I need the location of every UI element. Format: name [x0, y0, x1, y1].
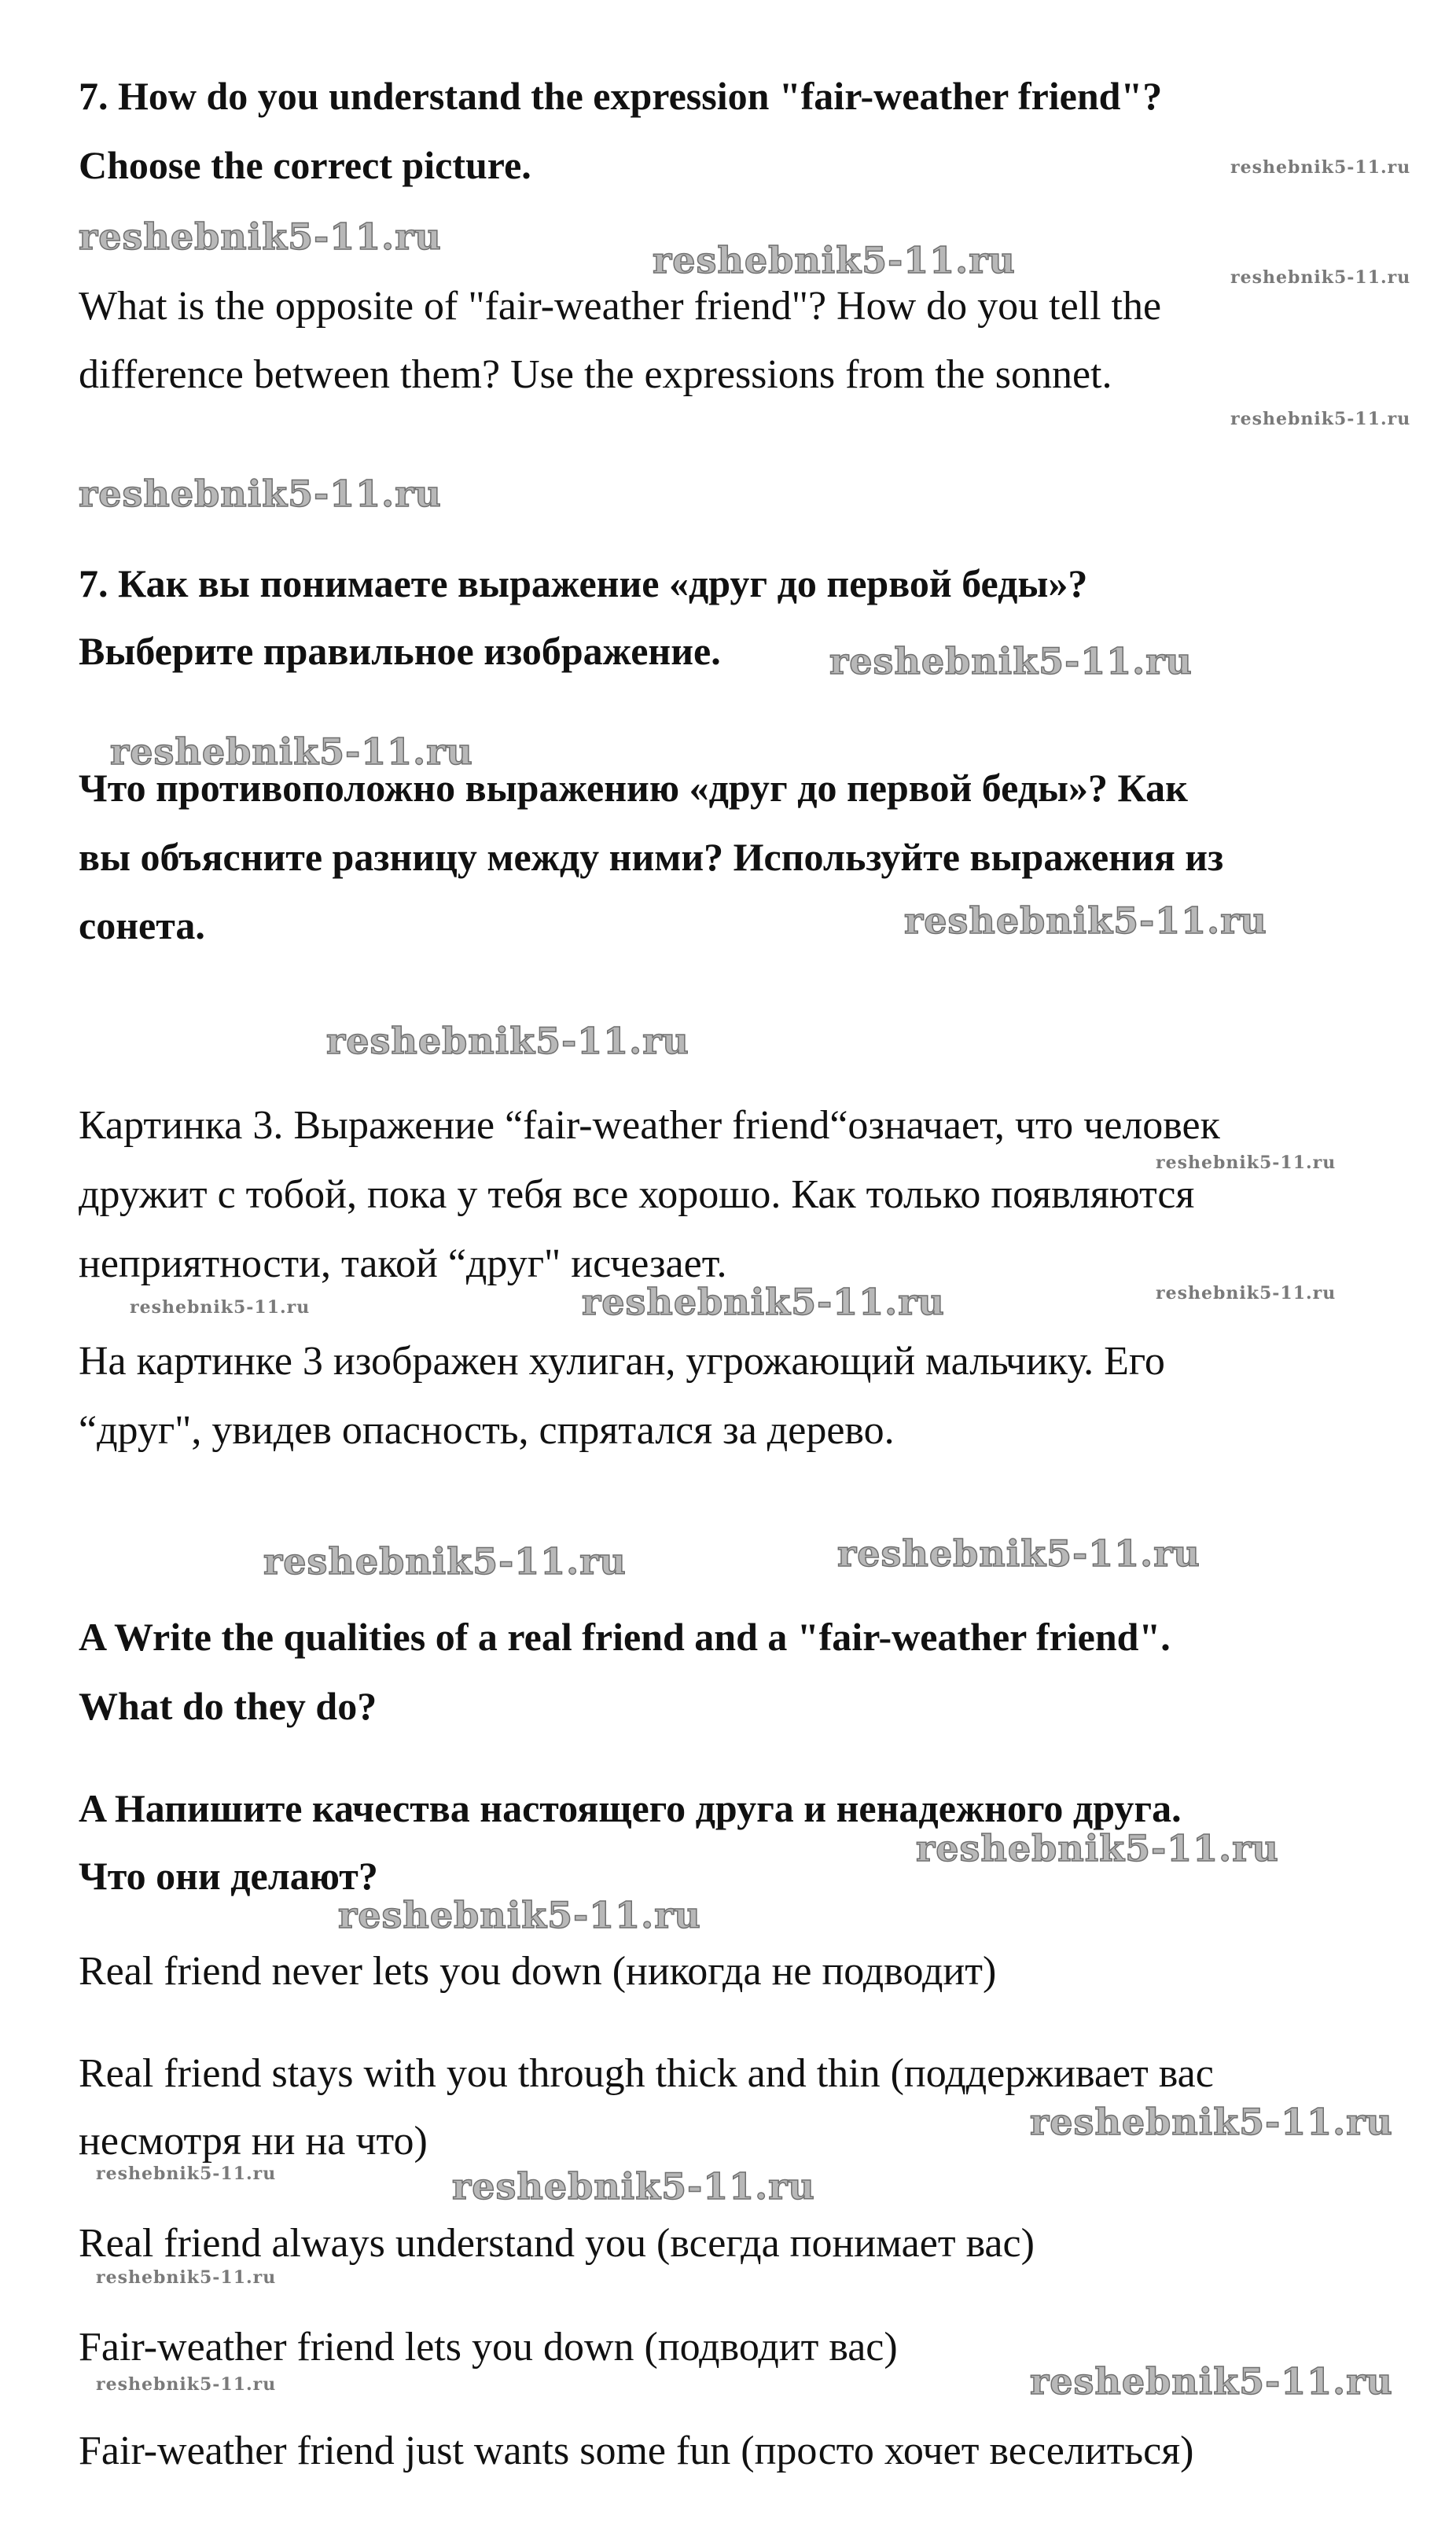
answer-paragraph-2-line-1: На картинке 3 изображен хулиган, угрожающий мальчику. Его [79, 1339, 1165, 1384]
watermark: reshebnik5-11.ru [829, 640, 1193, 682]
question-7-en-line-1: 7. How do you understand the expression "fair-weather friend"? [79, 74, 1163, 118]
opposite-question-en-line-2: difference between them? Use the expressions from the sonnet. [79, 352, 1112, 397]
opposite-question-en-line-1: What is the opposite of "fair-weather friend"? How do you tell the [79, 284, 1162, 329]
task-a-en-line-2: What do they do? [79, 1684, 377, 1728]
quality-item-2-line-1: Real friend stays with you through thick and thin (поддерживает вас [79, 2051, 1214, 2096]
opposite-question-ru-line-1: Что противоположно выражению «друг до первой беды»? Как [79, 766, 1188, 810]
watermark: reshebnik5-11.ru [263, 1540, 627, 1583]
watermark: reshebnik5-11.ru [904, 899, 1267, 942]
watermark: reshebnik5-11.ru [110, 730, 473, 773]
task-a-ru-line-2: Что они делают? [79, 1854, 378, 1898]
watermark-small: reshebnik5-11.ru [96, 2267, 277, 2288]
answer-paragraph-1-line-1: Картинка 3. Выражение “fair-weather friend“означает, что человек [79, 1103, 1220, 1148]
watermark-small: reshebnik5-11.ru [1156, 1153, 1337, 1173]
watermark-small: reshebnik5-11.ru [1230, 409, 1411, 429]
answer-paragraph-1-line-3: неприятности, такой “друг" исчезает. [79, 1241, 727, 1286]
answer-paragraph-1-line-2: дружит с тобой, пока у тебя все хорошо. Как только появляются [79, 1172, 1195, 1217]
task-a-ru-line-1: A Напишите качества настоящего друга и ненадежного друга. [79, 1786, 1182, 1830]
watermark: reshebnik5-11.ru [79, 472, 442, 515]
quality-item-5: Fair-weather friend just wants some fun (просто хочет веселиться) [79, 2429, 1194, 2473]
watermark: reshebnik5-11.ru [916, 1827, 1279, 1870]
answer-paragraph-2-line-2: “друг", увидев опасность, спрятался за дерево. [79, 1408, 895, 1453]
watermark-small: reshebnik5-11.ru [96, 2374, 277, 2395]
watermark-small: reshebnik5-11.ru [1156, 1283, 1337, 1303]
watermark: reshebnik5-11.ru [1030, 2101, 1393, 2143]
question-7-en-line-2: Choose the correct picture. [79, 143, 531, 187]
quality-item-1: Real friend never lets you down (никогда не подводит) [79, 1949, 997, 1994]
watermark: reshebnik5-11.ru [653, 239, 1016, 281]
watermark-small: reshebnik5-11.ru [96, 2164, 277, 2184]
quality-item-3: Real friend always understand you (всегда понимает вас) [79, 2221, 1035, 2266]
quality-item-2-line-2: несмотря ни на что) [79, 2119, 428, 2164]
watermark: reshebnik5-11.ru [582, 1281, 945, 1323]
watermark: reshebnik5-11.ru [452, 2165, 815, 2208]
watermark: reshebnik5-11.ru [326, 1020, 689, 1062]
opposite-question-ru-line-2: вы объясните разницу между ними? Используйте выражения из [79, 835, 1224, 879]
watermark-small: reshebnik5-11.ru [1230, 267, 1411, 288]
watermark: reshebnik5-11.ru [79, 215, 442, 258]
question-7-ru-line-2: Выберите правильное изображение. [79, 629, 721, 673]
watermark: reshebnik5-11.ru [837, 1532, 1200, 1575]
opposite-question-ru-line-3: сонета. [79, 903, 205, 947]
quality-item-4: Fair-weather friend lets you down (подводит вас) [79, 2325, 898, 2370]
watermark: reshebnik5-11.ru [338, 1894, 701, 1936]
watermark-small: reshebnik5-11.ru [1230, 157, 1411, 178]
question-7-ru-line-1: 7. Как вы понимаете выражение «друг до первой беды»? [79, 561, 1088, 605]
watermark: reshebnik5-11.ru [1030, 2360, 1393, 2403]
task-a-en-line-1: A Write the qualities of a real friend and a "fair-weather friend". [79, 1615, 1171, 1659]
watermark-small: reshebnik5-11.ru [130, 1297, 311, 1318]
